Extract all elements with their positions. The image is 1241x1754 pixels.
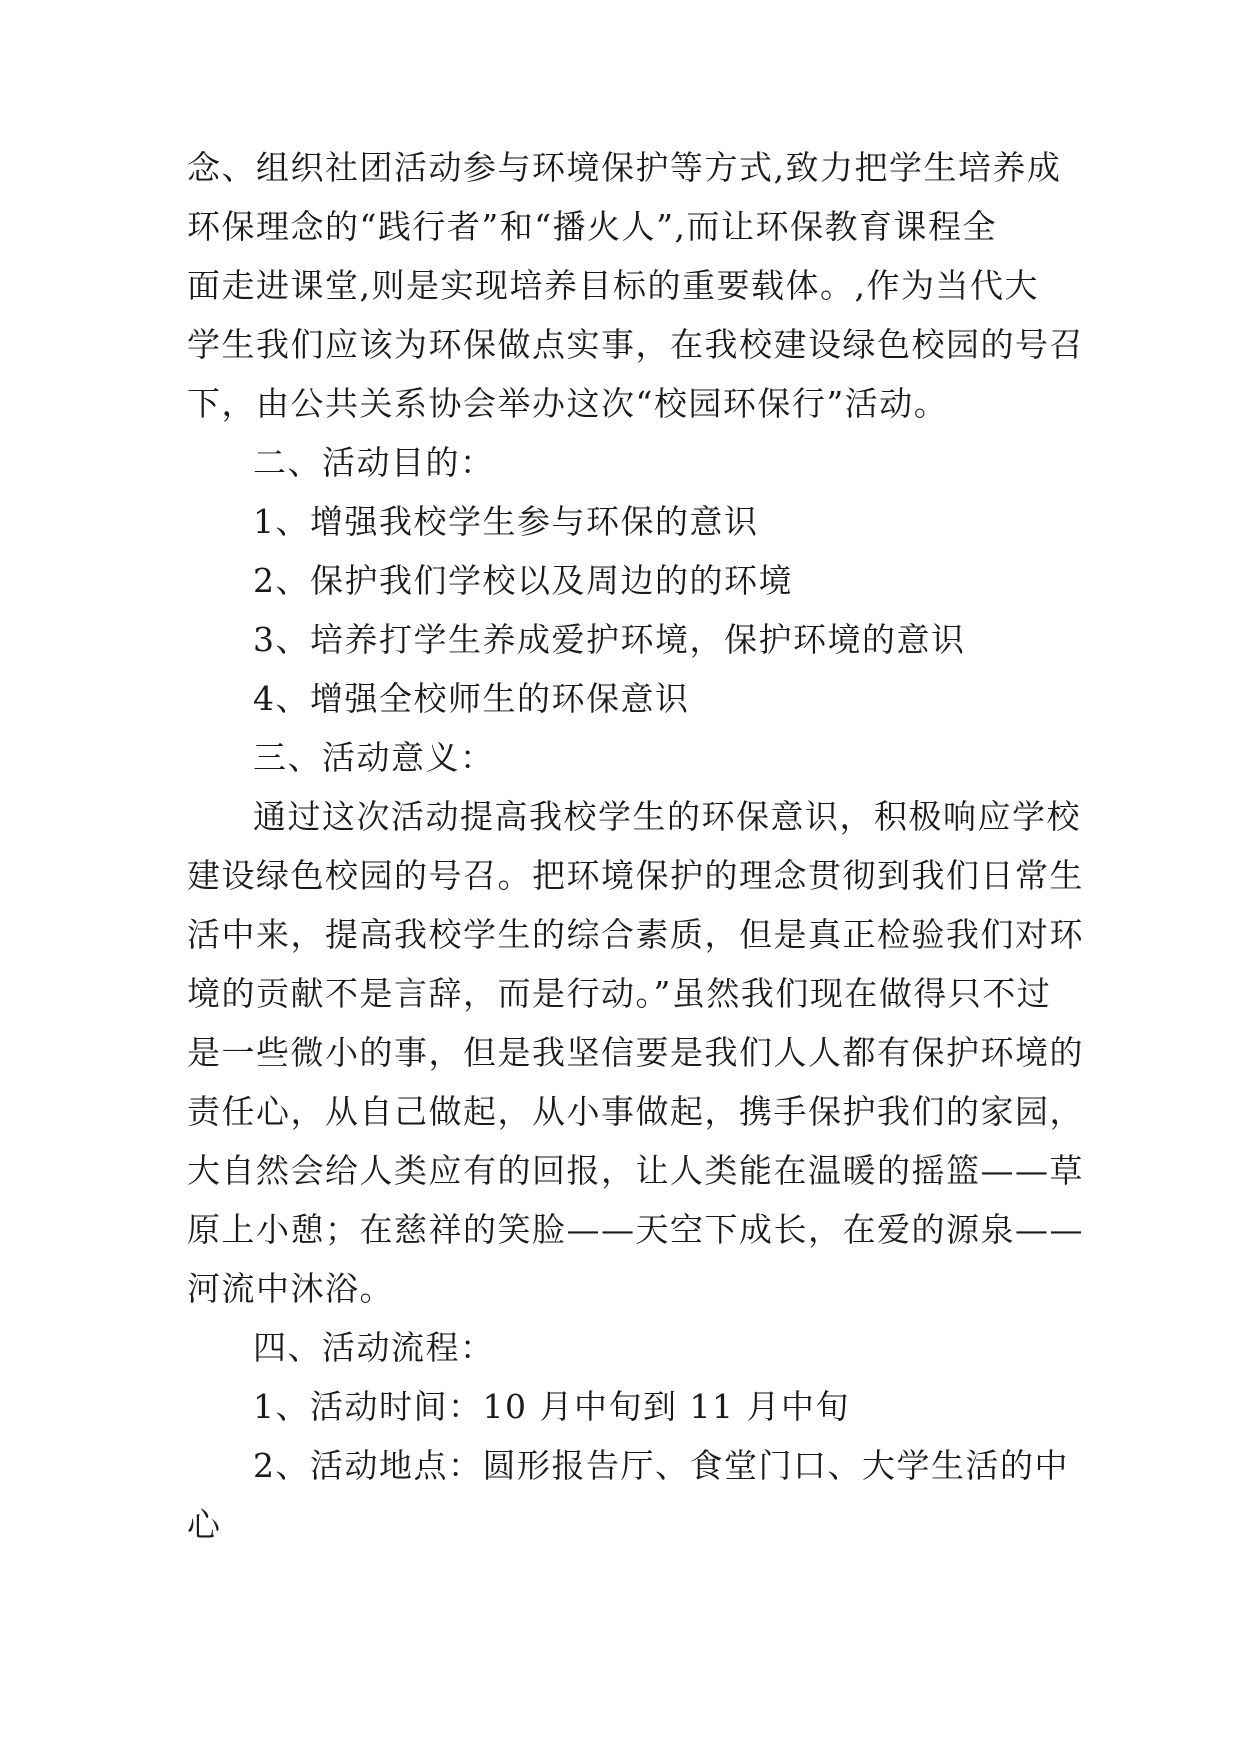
paragraph-line: 建设绿色校园的号召。把环境保护的理念贯彻到我们日常生: [187, 856, 1084, 895]
section-heading-process: 四、活动流程：: [253, 1328, 495, 1367]
paragraph-line: 通过这次活动提高我校学生的环保意识，积极响应学校: [253, 797, 1081, 836]
paragraph-line: 河流中沐浴。: [187, 1269, 394, 1308]
paragraph-line: 境的贡献不是言辞，而是行动。”虽然我们现在做得只不过: [187, 974, 1052, 1013]
paragraph-line: 学生我们应该为环保做点实事，在我校建设绿色校园的号召: [187, 325, 1084, 364]
section-heading-purpose: 二、活动目的：: [253, 443, 495, 482]
paragraph-line: 念、组织社团活动参与环境保护等方式,致力把学生培养成: [187, 148, 1062, 187]
list-item: 1、活动时间：10 月中旬到 11 月中旬: [253, 1387, 850, 1426]
list-item: 2、保护我们学校以及周边的的环境: [253, 561, 793, 600]
paragraph-line: 是一些微小的事，但是我坚信要是我们人人都有保护环境的: [187, 1033, 1084, 1072]
list-item: 2、活动地点：圆形报告厅、食堂门口、大学生活的中: [253, 1446, 1069, 1485]
paragraph-line: 下，由公共关系协会举办这次“校园环保行”活动。: [187, 384, 949, 423]
list-item: 3、培养打学生养成爱护环境，保护环境的意识: [253, 620, 966, 659]
list-item: 4、增强全校师生的环保意识: [253, 679, 690, 718]
paragraph-line: 面走进课堂,则是实现培养目标的重要载体。,作为当代大: [187, 266, 1039, 305]
section-heading-significance: 三、活动意义：: [253, 738, 495, 777]
paragraph-line: 活中来，提高我校学生的综合素质，但是真正检验我们对环: [187, 915, 1084, 954]
paragraph-line: 原上小憩；在慈祥的笑脸——天空下成长，在爱的源泉——: [187, 1210, 1084, 1249]
paragraph-line: 大自然会给人类应有的回报，让人类能在温暖的摇篮——草: [187, 1151, 1084, 1190]
paragraph-line: 责任心，从自己做起，从小事做起，携手保护我们的家园，: [187, 1092, 1084, 1131]
paragraph-line: 心: [187, 1505, 222, 1544]
list-item: 1、增强我校学生参与环保的意识: [253, 502, 759, 541]
paragraph-line: 环保理念的“践行者”和“播火人”,而让环保教育课程全: [187, 207, 997, 246]
